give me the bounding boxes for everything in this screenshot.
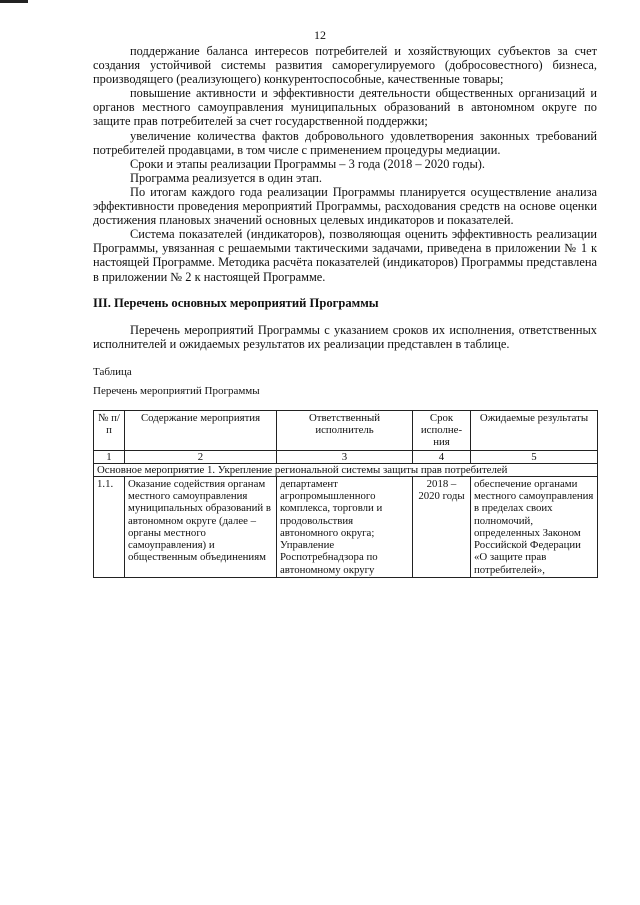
row-term: 2018 – 2020 годы <box>413 477 471 578</box>
page-number: 12 <box>314 28 326 42</box>
column-number: 5 <box>471 450 598 463</box>
column-number: 4 <box>413 450 471 463</box>
header-cell: Срок исполне- ния <box>413 411 471 451</box>
column-number-row <box>94 450 598 463</box>
column-number: 2 <box>125 450 277 463</box>
table-caption: Перечень мероприятий Программы <box>93 384 260 397</box>
section-heading: III. Перечень основных мероприятий Программы <box>93 295 379 310</box>
paragraph: Программа реализуется в один этап. <box>130 170 323 185</box>
group-row <box>94 463 598 476</box>
table-label: Таблица <box>93 365 132 378</box>
group-row-title: Основное мероприятие 1. Укрепление региональной системы защиты прав потребителей <box>94 463 598 476</box>
measures-table <box>93 410 598 578</box>
column-number: 1 <box>94 450 125 463</box>
row-content: Оказание содействия органам местного самоуправления муниципальных образований в автономном округе (далее – органы местного самоуправления) и общественным объединениям <box>125 477 277 578</box>
paragraph: увеличение количества фактов добровольного удовлетворения законных требований потребителей продавцами, в том числе с применением процедуры медиации. <box>93 128 597 157</box>
header-cell: Ожидаемые результаты <box>471 411 598 451</box>
header-cell: № п/п <box>94 411 125 451</box>
header-cell: Содержание мероприятия <box>125 411 277 451</box>
header-cell: Ответственный исполнитель <box>277 411 413 451</box>
table-header-row <box>94 411 598 451</box>
paragraph: поддержание баланса интересов потребителей и хозяйствующих субъектов за счет создания устойчивой системы развития саморегулируемого (добросовестного) бизнеса, производящего (реализующего) конкурентоспособные, качественные товары; <box>93 44 597 87</box>
paragraph: По итогам каждого года реализации Программы планируется осуществление анализа эффективности проведения мероприятий Программы, расходования средств на основе оценки достижения плановых значений основных целевых индикаторов и показателей. <box>93 184 597 228</box>
row-number: 1.1. <box>94 477 125 578</box>
row-result: обеспечение органами местного самоуправления в пределах своих полномочий, определенных Законом Российской Федерации «О защите прав потребителей», <box>471 477 598 578</box>
top-edge-mark <box>0 0 28 3</box>
document-body <box>93 44 597 578</box>
paragraph: Сроки и этапы реализации Программы – 3 года (2018 – 2020 годы). <box>130 156 486 171</box>
table-row <box>94 477 598 578</box>
paragraph: повышение активности и эффективности деятельности общественных организаций и органов местного самоуправления муниципальных образований в автономном округе по защите прав потребителей за счет государственной поддержки; <box>93 86 597 129</box>
row-executor: департамент агропромышленного комплекса, торговли и продовольствия автономного округа; Управление Роспотребнадзора по автономному округу <box>277 477 413 578</box>
column-number: 3 <box>277 450 413 463</box>
paragraph: Система показателей (индикаторов), позволяющая оценить эффективность реализации Программы, увязанная с решаемыми тактическими задачами, приведена в приложении № 1 к настоящей Программе. Методика расчёта показателей (индикаторов) Программы представлена в приложении № 2 к настоящей Программе. <box>93 227 597 284</box>
section-intro: Перечень мероприятий Программы с указанием сроков их исполнения, ответственных исполнителей и ожидаемых результатов их реализации представлен в таблице. <box>93 322 597 351</box>
